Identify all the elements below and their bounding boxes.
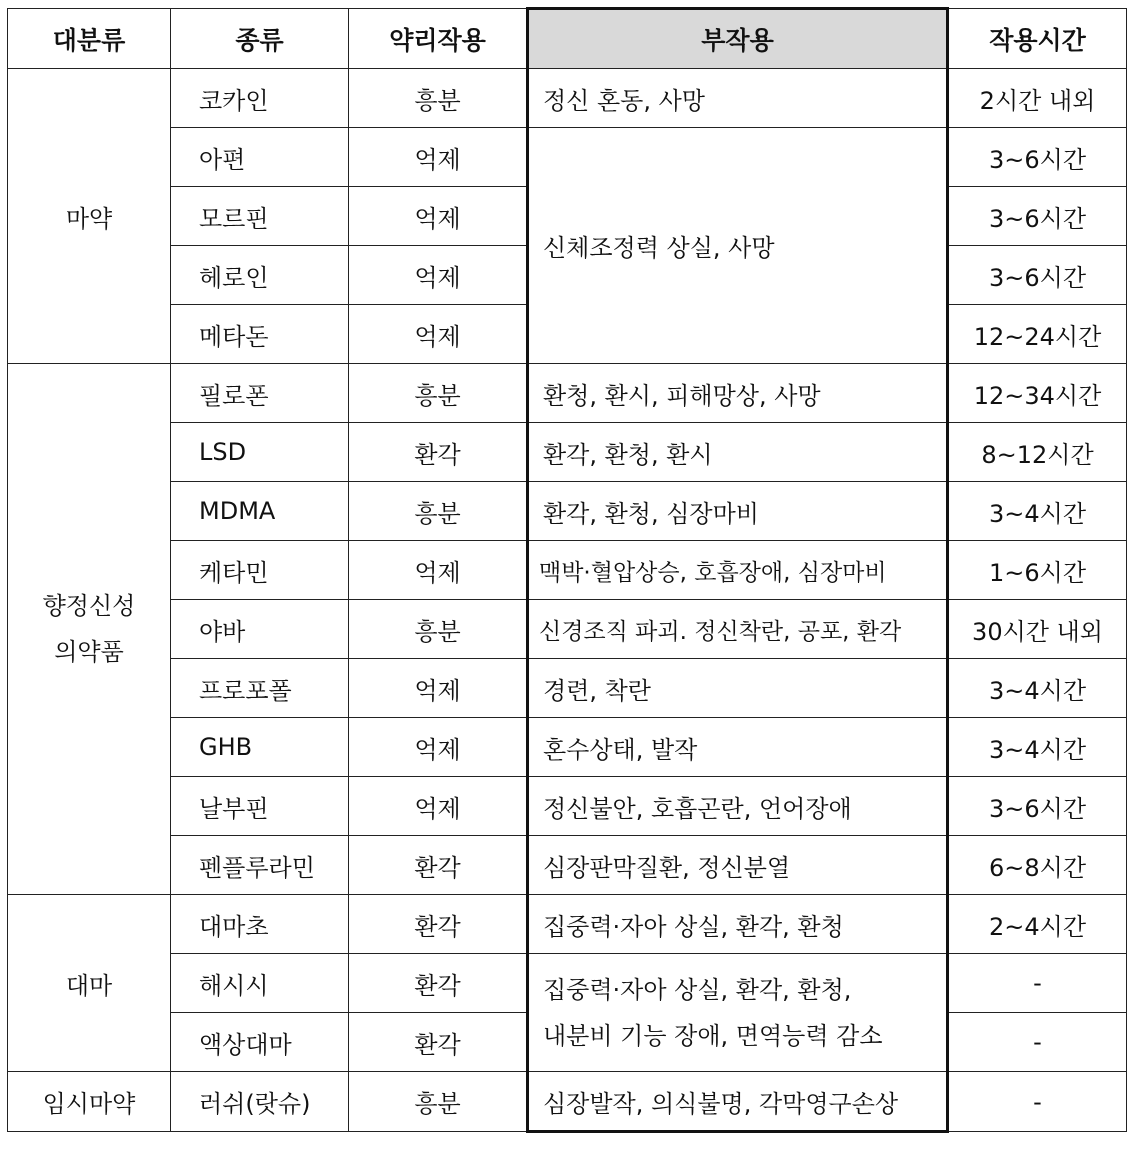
- action-cell: 환각: [349, 954, 528, 1013]
- action-cell: 흥분: [349, 600, 528, 659]
- side-effect-cell: 맥박·혈압상승, 호흡장애, 심장마비: [528, 541, 948, 600]
- side-effect-cell: 혼수상태, 발작: [528, 718, 948, 777]
- table-row: [8, 777, 1127, 836]
- duration-cell: 3~6시간: [948, 128, 1127, 187]
- side-effect-cell: 환청, 환시, 피해망상, 사망: [528, 364, 948, 423]
- group-psychotropic: [8, 364, 171, 895]
- duration-cell: 1~6시간: [948, 541, 1127, 600]
- kind-cell: 액상대마: [171, 1013, 349, 1072]
- side-effect-cell: 신경조직 파괴. 정신착란, 공포, 환각: [528, 600, 948, 659]
- kind-cell: 대마초: [171, 895, 349, 954]
- table-row: [8, 600, 1127, 659]
- group-psychotropic-line2: 의약품: [54, 638, 124, 666]
- action-cell: 환각: [349, 895, 528, 954]
- kind-cell: 케타민: [171, 541, 349, 600]
- table-row: [8, 1072, 1127, 1132]
- header-duration: 작용시간: [948, 9, 1127, 69]
- duration-cell: 2시간 내외: [948, 69, 1127, 128]
- kind-cell: LSD: [171, 423, 349, 482]
- kind-cell: 야바: [171, 600, 349, 659]
- table-row: [8, 659, 1127, 718]
- side-effect-merged-opiates: 신체조정력 상실, 사망: [528, 128, 948, 364]
- duration-cell: 3~4시간: [948, 482, 1127, 541]
- duration-cell: -: [948, 1013, 1127, 1072]
- side-effect-cell: 정신불안, 호흡곤란, 언어장애: [528, 777, 948, 836]
- table-row: [8, 69, 1127, 128]
- action-cell: 흥분: [349, 482, 528, 541]
- table-row: [8, 954, 1127, 1013]
- group-psychotropic-line1: 향정신성: [42, 592, 136, 620]
- header-row: [8, 9, 1127, 69]
- side-effect-cell: 경련, 착란: [528, 659, 948, 718]
- duration-cell: -: [948, 1072, 1127, 1132]
- action-cell: 억제: [349, 187, 528, 246]
- group-narcotics: 마약: [8, 69, 171, 364]
- kind-cell: 러쉬(랏슈): [171, 1072, 349, 1132]
- kind-cell: 모르핀: [171, 187, 349, 246]
- kind-cell: 필로폰: [171, 364, 349, 423]
- kind-cell: GHB: [171, 718, 349, 777]
- table-row: [8, 128, 1127, 187]
- table-row: [8, 836, 1127, 895]
- action-cell: 환각: [349, 1013, 528, 1072]
- side-effect-line: 내분비 기능 장애, 면역능력 감소: [543, 1021, 883, 1050]
- action-cell: 흥분: [349, 364, 528, 423]
- table-row: [8, 718, 1127, 777]
- table-row: [8, 364, 1127, 423]
- action-cell: 환각: [349, 423, 528, 482]
- side-effect-line: 집중력·자아 상실, 환각, 환청,: [543, 975, 852, 1004]
- header-category: 대분류: [8, 9, 171, 69]
- duration-cell: 3~4시간: [948, 659, 1127, 718]
- kind-cell: 프로포폴: [171, 659, 349, 718]
- duration-cell: 8~12시간: [948, 423, 1127, 482]
- side-effect-cell: 환각, 환청, 환시: [528, 423, 948, 482]
- action-cell: 억제: [349, 718, 528, 777]
- action-cell: 억제: [349, 541, 528, 600]
- kind-cell: 날부핀: [171, 777, 349, 836]
- action-cell: 흥분: [349, 1072, 528, 1132]
- side-effect-cell: 심장발작, 의식불명, 각막영구손상: [528, 1072, 948, 1132]
- header-kind: 종류: [171, 9, 349, 69]
- action-cell: 흥분: [349, 69, 528, 128]
- group-cannabis: 대마: [8, 895, 171, 1072]
- duration-cell: 6~8시간: [948, 836, 1127, 895]
- side-effect-cell: 집중력·자아 상실, 환각, 환청: [528, 895, 948, 954]
- kind-cell: 펜플루라민: [171, 836, 349, 895]
- kind-cell: 메타돈: [171, 305, 349, 364]
- duration-cell: 30시간 내외: [948, 600, 1127, 659]
- side-effect-cell: 심장판막질환, 정신분열: [528, 836, 948, 895]
- duration-cell: 12~24시간: [948, 305, 1127, 364]
- table-row: [8, 423, 1127, 482]
- side-effect-cell: 정신 혼동, 사망: [528, 69, 948, 128]
- duration-cell: 3~6시간: [948, 246, 1127, 305]
- header-side-effect: 부작용: [528, 9, 948, 69]
- duration-cell: -: [948, 954, 1127, 1013]
- kind-cell: 헤로인: [171, 246, 349, 305]
- drug-table: [7, 7, 1127, 1133]
- kind-cell: 해시시: [171, 954, 349, 1013]
- duration-cell: 12~34시간: [948, 364, 1127, 423]
- table-row: [8, 541, 1127, 600]
- action-cell: 억제: [349, 305, 528, 364]
- side-effect-cell: 환각, 환청, 심장마비: [528, 482, 948, 541]
- header-action: 약리작용: [349, 9, 528, 69]
- kind-cell: 아편: [171, 128, 349, 187]
- duration-cell: 3~6시간: [948, 187, 1127, 246]
- table-row: [8, 482, 1127, 541]
- duration-cell: 3~4시간: [948, 718, 1127, 777]
- duration-cell: 2~4시간: [948, 895, 1127, 954]
- group-temporary: 임시마약: [8, 1072, 171, 1132]
- action-cell: 억제: [349, 659, 528, 718]
- action-cell: 환각: [349, 836, 528, 895]
- kind-cell: 코카인: [171, 69, 349, 128]
- action-cell: 억제: [349, 777, 528, 836]
- duration-cell: 3~6시간: [948, 777, 1127, 836]
- kind-cell: MDMA: [171, 482, 349, 541]
- action-cell: 억제: [349, 128, 528, 187]
- action-cell: 억제: [349, 246, 528, 305]
- side-effect-merged-cannabis: [528, 954, 948, 1072]
- table-row: [8, 895, 1127, 954]
